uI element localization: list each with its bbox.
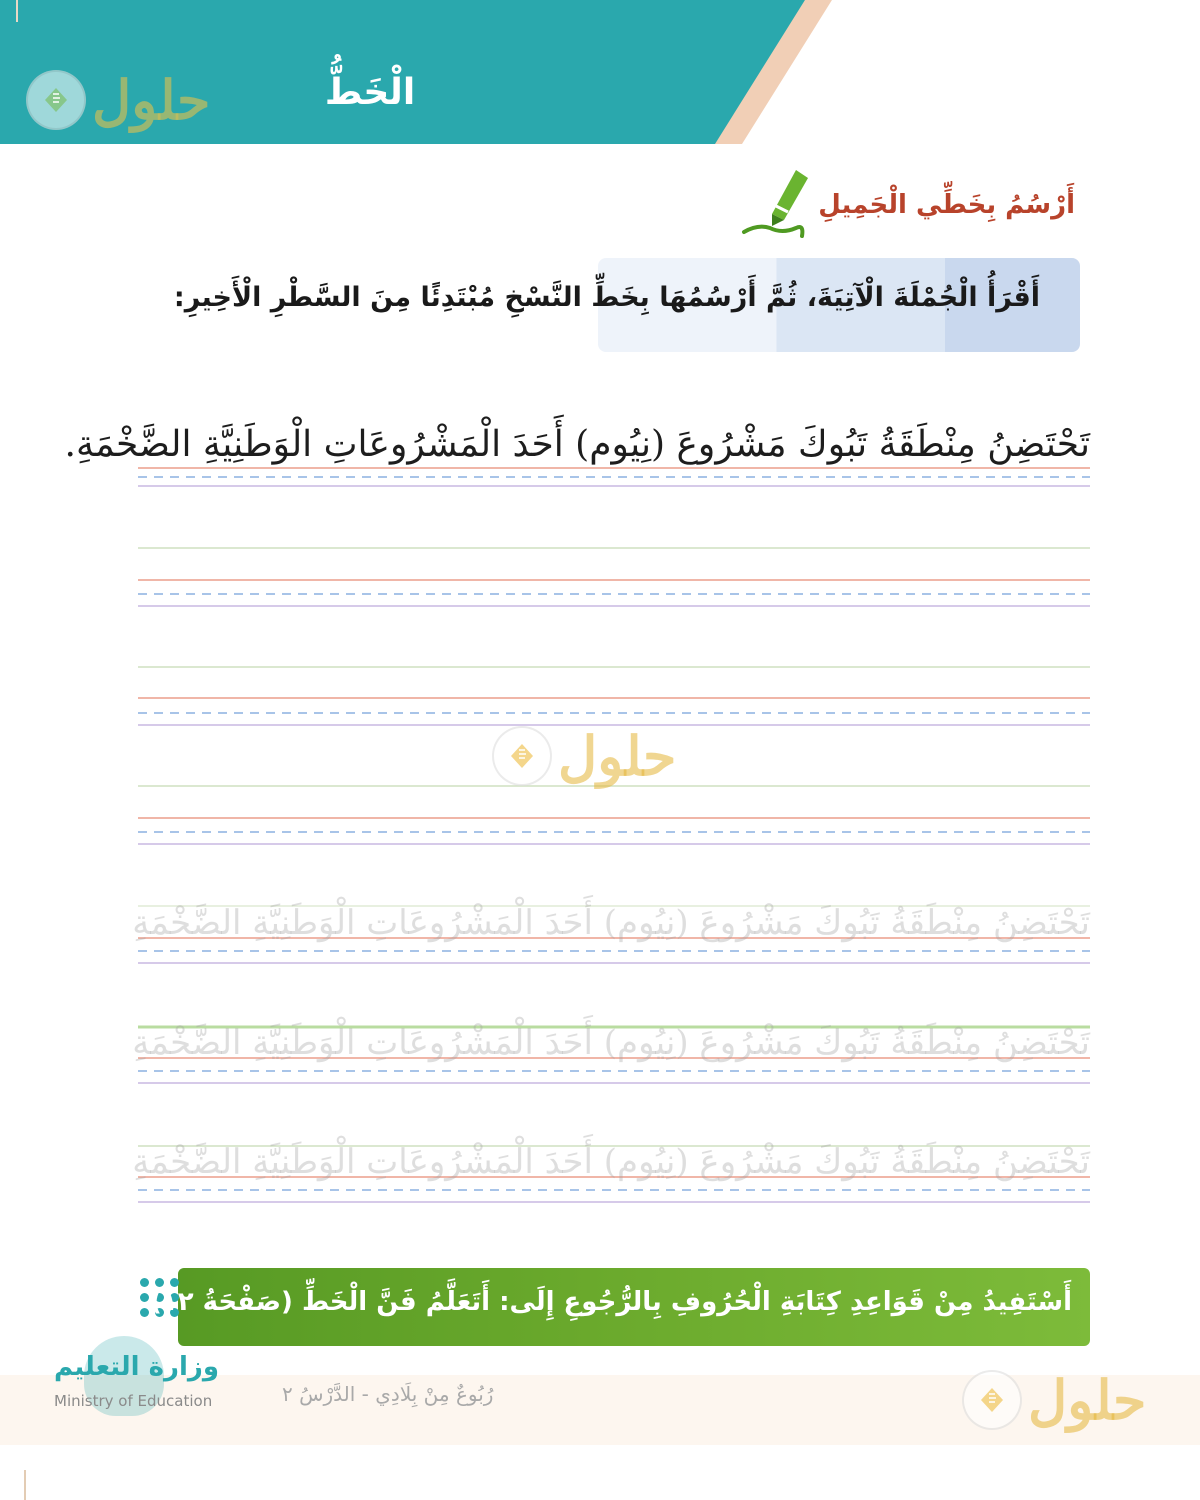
book-icon <box>492 726 552 786</box>
page-title: الْخَطُّ <box>324 72 416 113</box>
watermark-text: حلول <box>1028 1368 1147 1432</box>
instruction-text: أَقْرَأُ الْجُمْلَةَ الْآتِيَةَ، ثُمَّ أَرْسُمُهَا بِخَطِّ النَّسْخِ مُبْتَدِئًا مِنَ السَّطْرِ الْأَخِيرِ: <box>173 282 1040 313</box>
margin-mark <box>24 1470 26 1500</box>
model-sentence: تَحْتَضِنُ مِنْطَقَةُ تَبُوكَ مَشْرُوعَ (نِيُوم) أَحَدَ الْمَشْرُوعَاتِ الْوَطَنِيَّةِ الضَّخْمَةِ. <box>64 424 1090 465</box>
book-icon <box>962 1370 1022 1430</box>
trace-sentence-2: تَحْتَضِنُ مِنْطَقَةُ تَبُوكَ مَشْرُوعَ (نِيُوم) أَحَدَ الْمَشْرُوعَاتِ الْوَطَنِيَّةِ الضَّخْمَةِ <box>132 1023 1090 1063</box>
lesson-label: رُبُوعٌ مِنْ بِلَادِي - الدَّرْسُ ٢ <box>282 1382 494 1406</box>
trace-sentence-1: تَحْتَضِنُ مِنْطَقَةُ تَبُوكَ مَشْرُوعَ (نِيُوم) أَحَدَ الْمَشْرُوعَاتِ الْوَطَنِيَّةِ الضَّخْمَةِ <box>132 903 1090 943</box>
ministry-name-en: Ministry of Education <box>54 1392 213 1410</box>
line-set-2 <box>138 548 1090 606</box>
section-heading: أَرْسُمُ بِخَطِّي الْجَمِيلِ <box>818 190 1075 220</box>
watermark-logo-middle <box>492 724 676 788</box>
watermark-text: حلول <box>92 68 211 132</box>
watermark-logo-bottom <box>962 1368 1146 1432</box>
tip-text: أَسْتَفِيدُ مِنْ قَوَاعِدِ كِتَابَةِ الْحُرُوفِ بِالرُّجُوعِ إِلَى: أَتَعَلَّمُ فَنَّ الْخَطِّ (صَفْحَةُ ١٢) <box>149 1287 1072 1317</box>
ministry-name-ar: وزارة التعليم <box>54 1352 219 1382</box>
watermark-text: حلول <box>558 724 677 788</box>
line-set-1 <box>138 468 1090 486</box>
trace-sentence-3: تَحْتَضِنُ مِنْطَقَةُ تَبُوكَ مَشْرُوعَ (نِيُوم) أَحَدَ الْمَشْرُوعَاتِ الْوَطَنِيَّةِ الضَّخْمَةِ <box>132 1142 1090 1182</box>
line-set-3 <box>138 667 1090 725</box>
line-set-4 <box>138 786 1090 844</box>
